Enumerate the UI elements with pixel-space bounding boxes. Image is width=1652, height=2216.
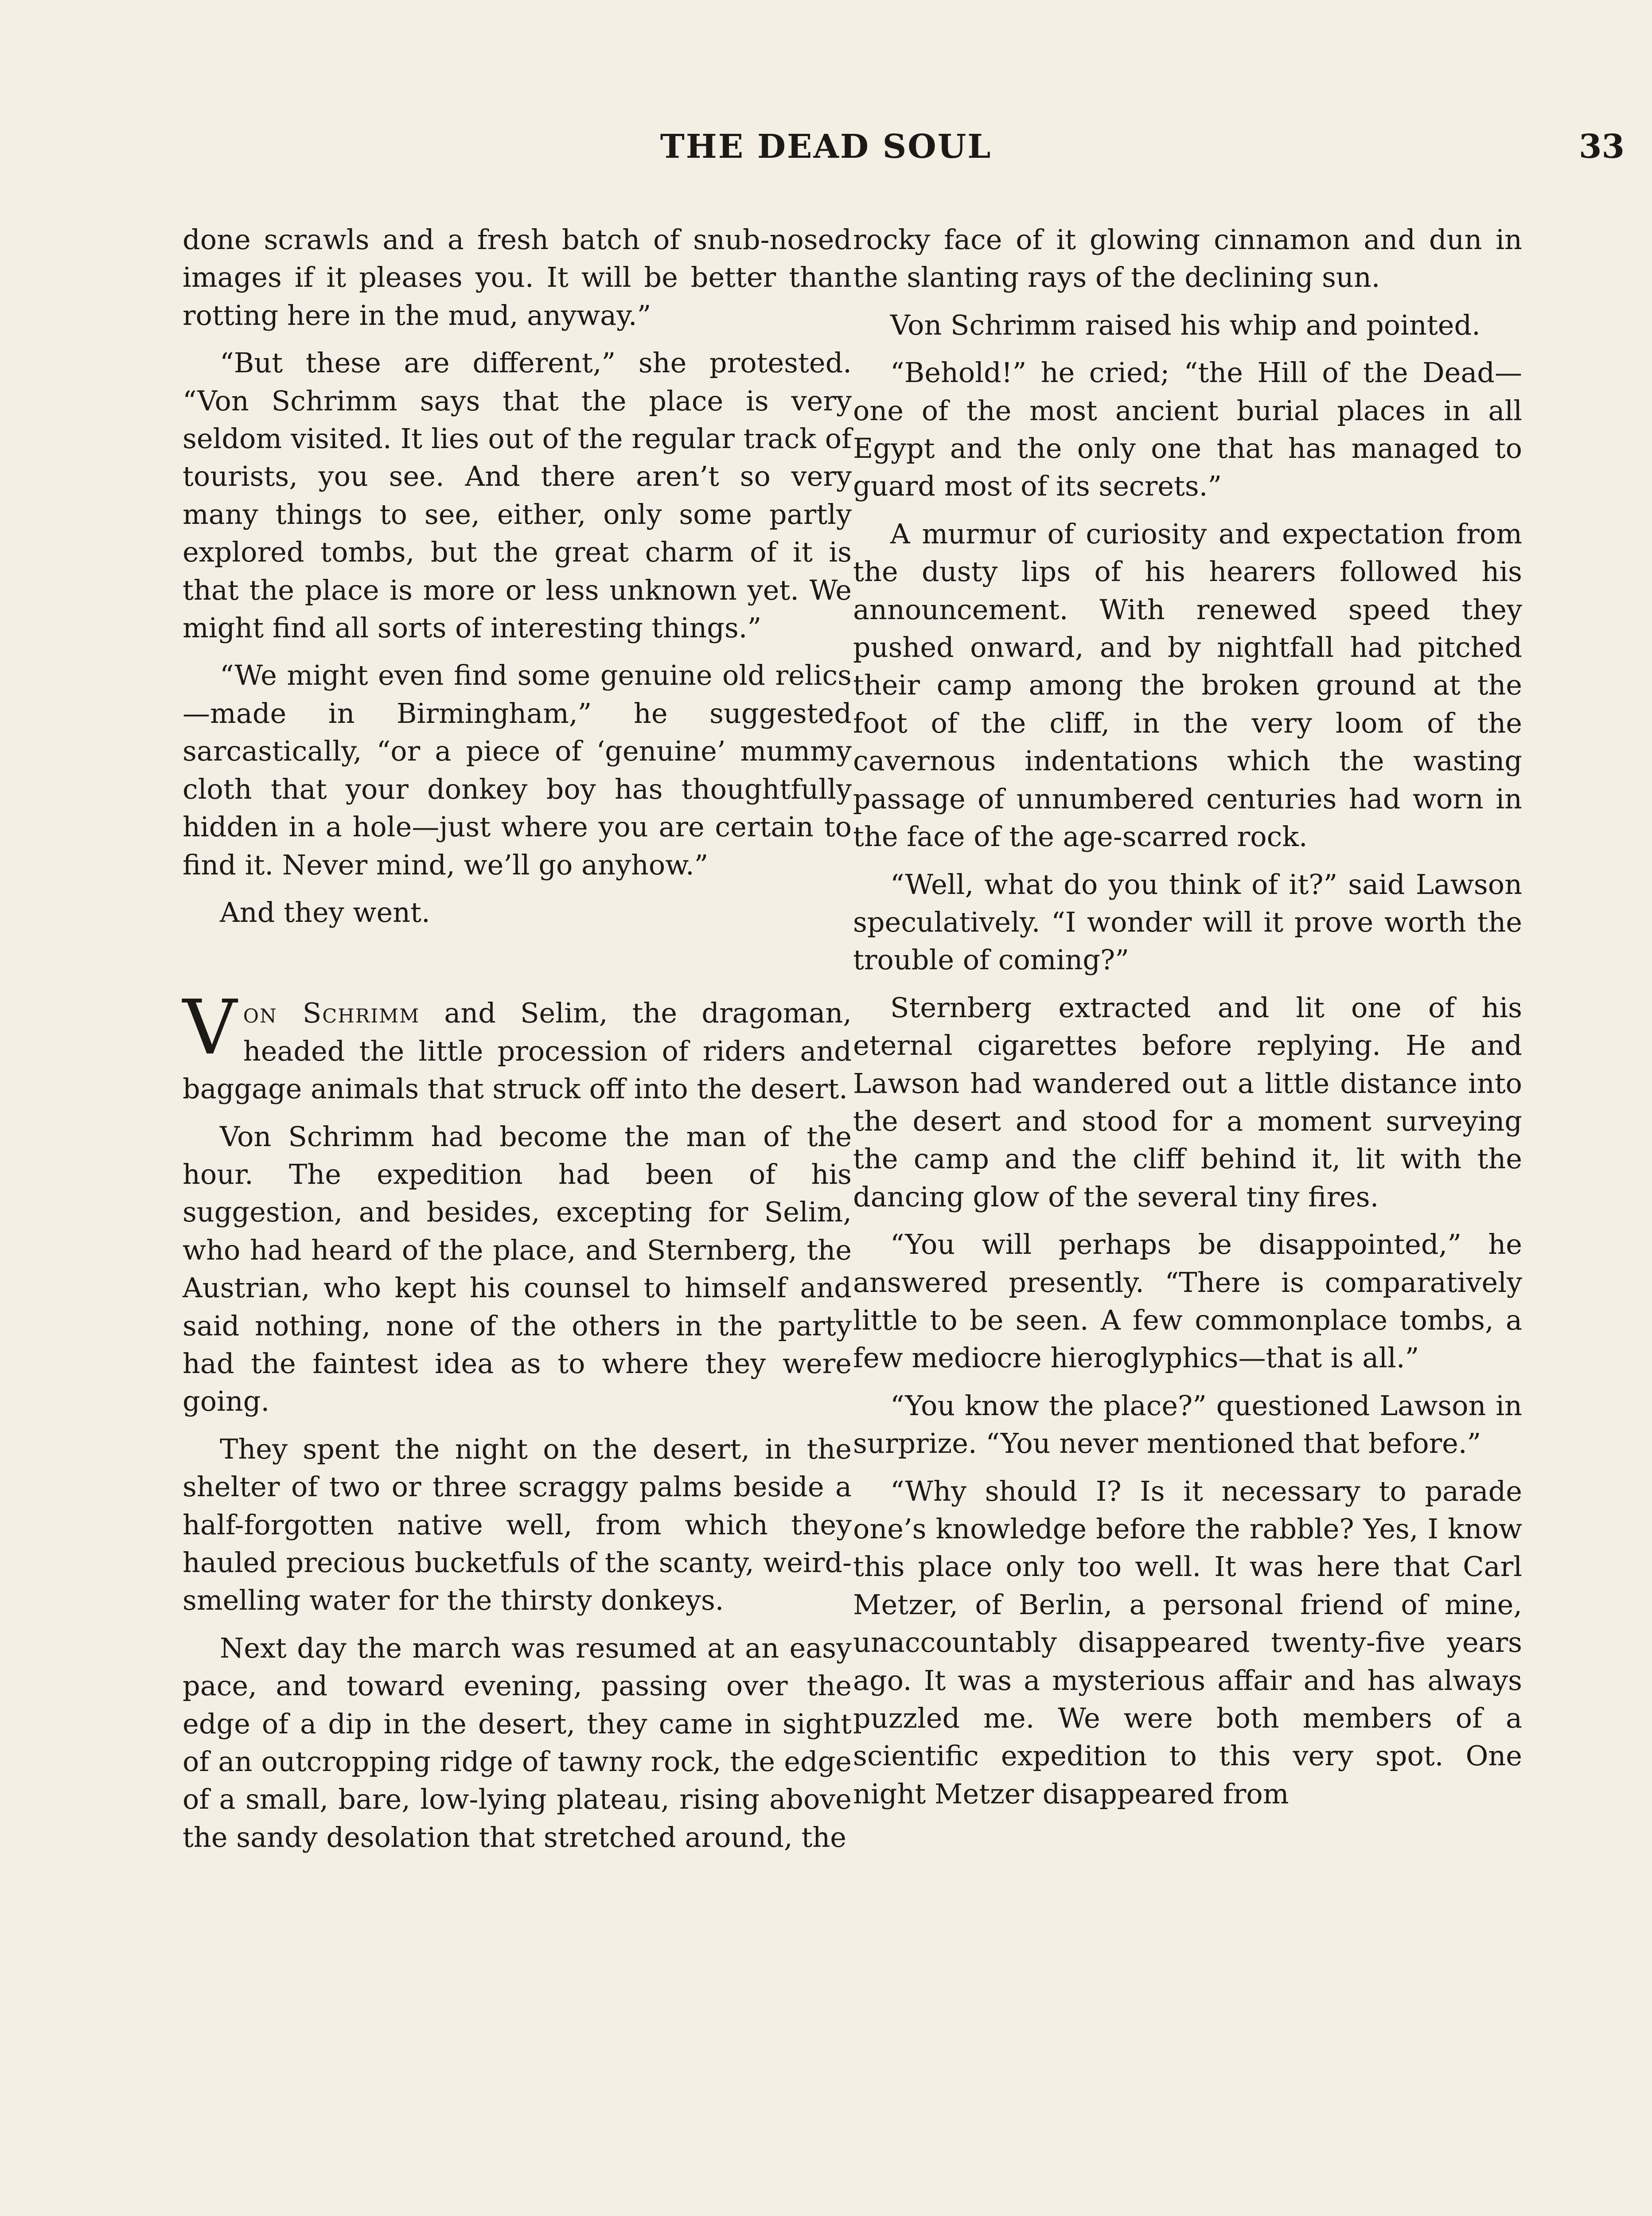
paragraph: “Behold!” he cried; “the Hill of the Dead—one of the most ancient burial places in all Egypt and the only one that has managed to guard most of its secrets.” bbox=[853, 356, 1522, 503]
paragraph: rocky face of it glowing cinnamon and dun in the slanting rays of the declining sun. bbox=[853, 223, 1522, 294]
paragraph: A murmur of curiosity and expectation from the dusty lips of his hearers followed his announcement. With renewed speed they pushed onward, and by nightfall had pitched their camp among the broken ground at the foot of the cliff, in the very loom of the cavernous indentations which the wasting passage of unnumbered centuries had worn in the face of the age-scarred rock. bbox=[853, 517, 1522, 853]
left-column bbox=[183, 221, 852, 1866]
paragraph: They spent the night on the desert, in the shelter of two or three scraggy palms beside a half-forgotten native well, from which they hauled precious bucketfuls of the scanty, weird-smelling water for the thirsty donkeys. bbox=[183, 1432, 852, 1617]
section-opening-paragraph bbox=[183, 984, 852, 1108]
drop-cap: V bbox=[183, 984, 237, 1072]
paragraph-text: and Selim, the dragoman, headed the little procession of riders and baggage animals that struck off into the desert. bbox=[183, 997, 852, 1105]
right-column bbox=[853, 221, 1522, 1822]
paragraph: Von Schrimm had become the man of the hour. The expedition had been of his suggestion, and besides, excepting for Selim, who had heard of the place, and Sternberg, the Austrian, who kept his counsel to himself and said nothing, none of the others in the party had the faintest idea as to where they were going. bbox=[183, 1120, 852, 1418]
paragraph: “You will perhaps be disappointed,” he answered presently. “There is comparatively little to be seen. A few commonplace tombs, a few mediocre hieroglyphics—that is all.” bbox=[853, 1228, 1522, 1374]
paragraph: done scrawls and a fresh batch of snub-nosed images if it pleases you. It will be better than rotting here in the mud, anyway.” bbox=[183, 223, 852, 332]
paragraph: “Well, what do you think of it?” said Lawson speculatively. “I wonder will it prove worth the trouble of coming?” bbox=[853, 868, 1522, 976]
paragraph: “Why should I? Is it necessary to parade one’s knowledge before the rabble? Yes, I know this place only too well. It was here that Carl Metzer, of Berlin, a personal friend of mine, unaccountably disappeared twenty-five years ago. It was a mysterious affair and has always puzzled me. We were both members of a scientific expedition to this very spot. One night Metzer disappeared from bbox=[853, 1475, 1522, 1810]
page-number: 33 bbox=[1579, 128, 1625, 166]
paragraph: Von Schrimm raised his whip and pointed. bbox=[890, 308, 1481, 341]
paragraph: “We might even find some genuine old relics—made in Birmingham,” he suggested sarcastically, “or a piece of ‘genuine’ mummy cloth that your donkey boy has thoughtfully hidden in a hole—just where you are certain to find it. Never mind, we’ll go anyhow.” bbox=[183, 659, 852, 881]
paragraph: And they went. bbox=[220, 896, 430, 929]
paragraph: “You know the place?” questioned Lawson in surprize. “You never mentioned that before.” bbox=[853, 1389, 1522, 1460]
paragraph: Next day the march was resumed at an easy pace, and toward evening, passing over the edge of a dip in the desert, they came in sight of an outcropping ridge of tawny rock, the edge of a small, bare, low-lying plateau, rising above the sandy desolation that stretched around, the bbox=[183, 1631, 852, 1853]
running-title: THE DEAD SOUL bbox=[660, 128, 992, 166]
paragraph: “But these are different,” she protested. “Von Schrimm says that the place is very seldom visited. It lies out of the regular track of tourists, you see. And there aren’t so very many things to see, either, only some partly explored tombs, but the great charm of it is that the place is more or less unknown yet. We might find all sorts of interesting things.” bbox=[183, 347, 852, 644]
paragraph: Sternberg extracted and lit one of his eternal cigarettes before replying. He and Lawson had wandered out a little distance into the desert and stood for a moment surveying the camp and the cliff behind it, lit with the dancing glow of the several tiny fires. bbox=[853, 991, 1522, 1213]
small-caps-lead: on Schrimm bbox=[243, 997, 420, 1030]
